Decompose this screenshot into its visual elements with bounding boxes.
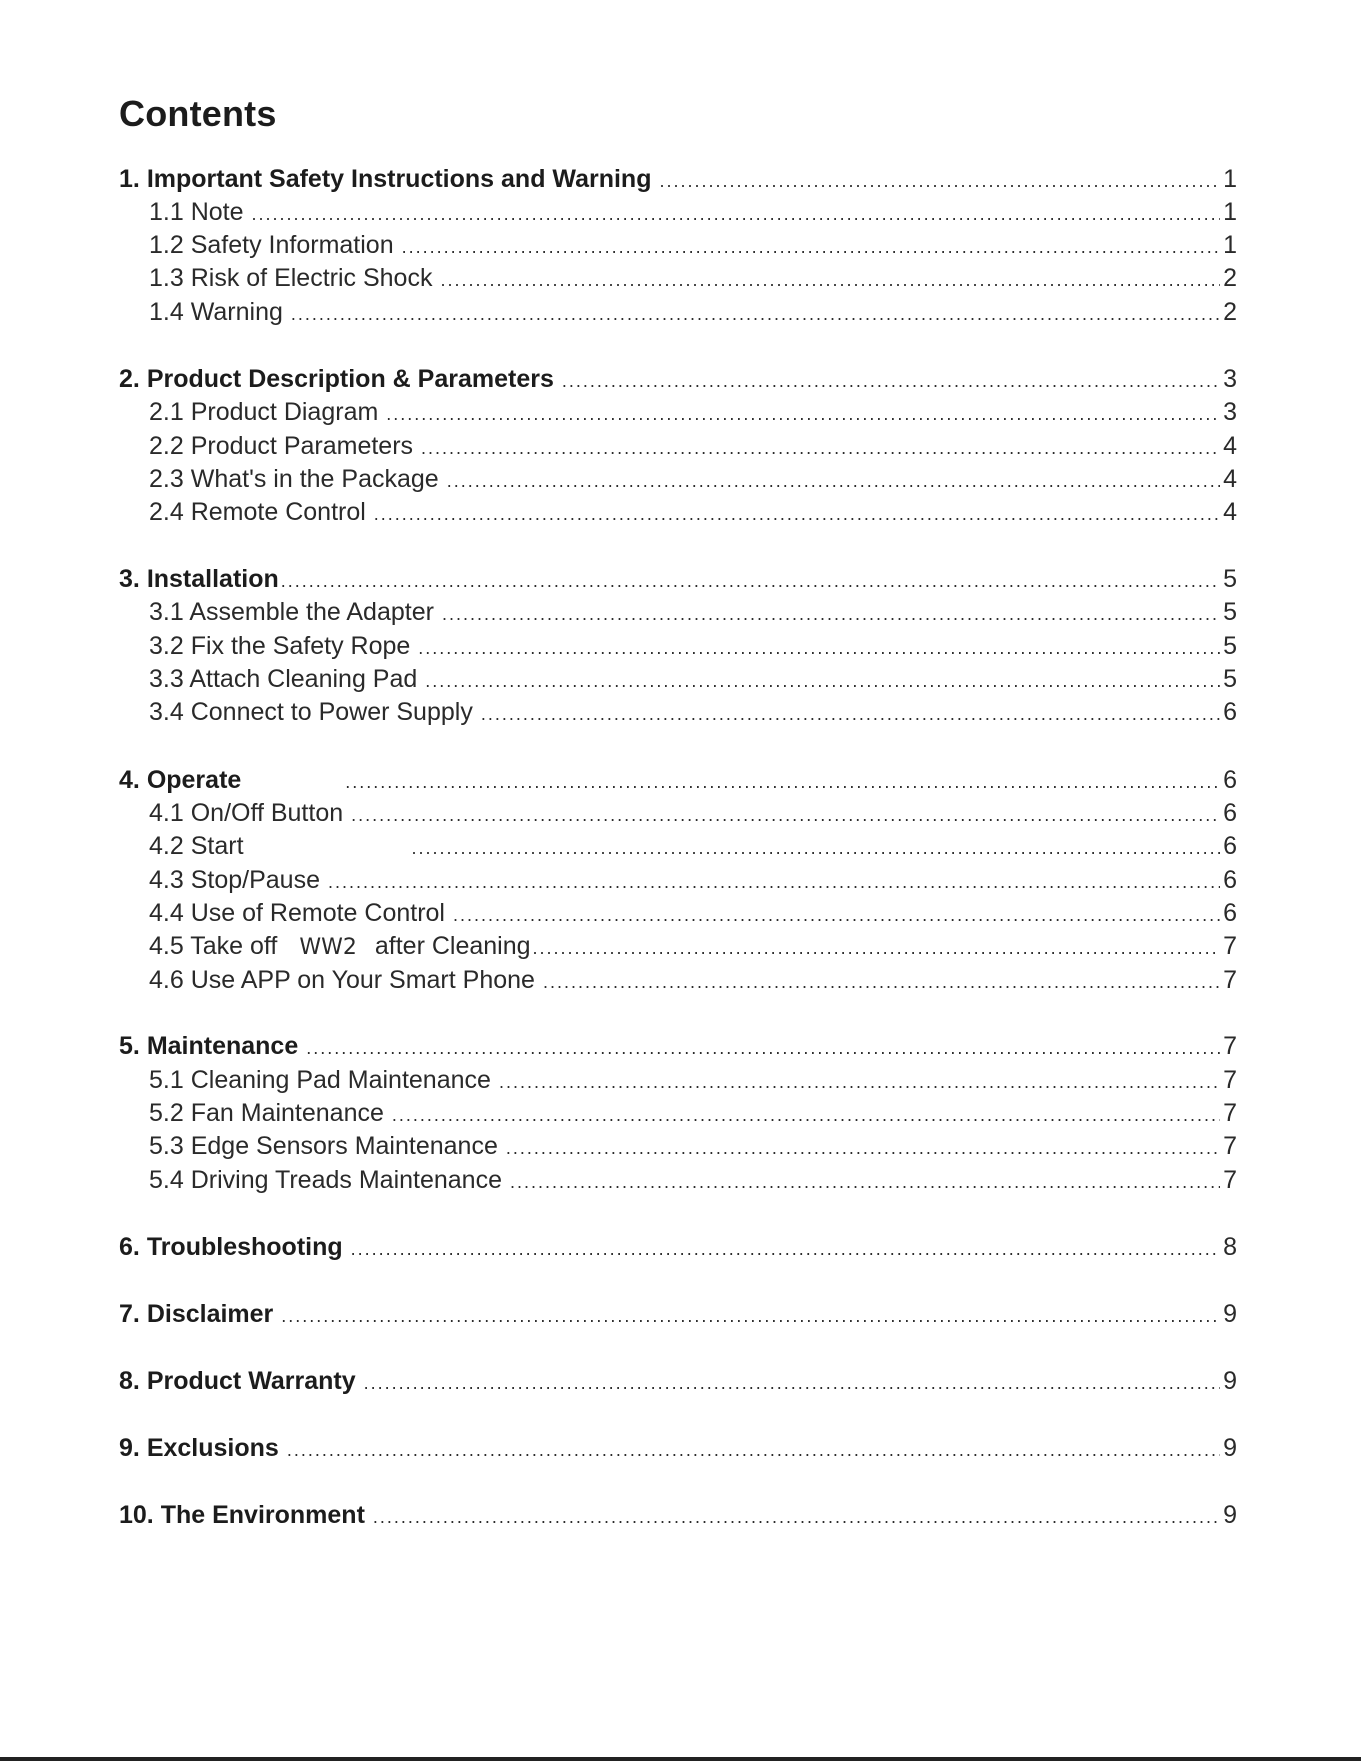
dot-leader [328,872,1220,893]
toc-page-number: 4 [1223,432,1237,460]
dot-leader [351,805,1220,826]
toc-page-number: 7 [1223,932,1237,960]
toc-entry[interactable] [119,264,1237,298]
dot-leader [306,1038,1220,1059]
dot-leader [440,270,1220,291]
model-code: WW2 [299,935,357,960]
toc-entry-label: 10. The Environment [119,1501,365,1529]
toc-page-number: 1 [1223,198,1237,226]
toc-page-number: 6 [1223,866,1237,894]
toc-entry[interactable] [119,398,1237,432]
toc-page-number: 9 [1223,1300,1237,1328]
toc-entry-label: 4.6 Use APP on Your Smart Phone [149,966,535,994]
toc-page-number: 7 [1223,1099,1237,1127]
toc-entry[interactable] [119,365,1237,399]
toc-entry[interactable] [119,1099,1237,1133]
dot-leader [281,571,1220,592]
page-edge-divider [0,1757,1361,1761]
toc-entry[interactable] [119,1367,1237,1401]
dot-leader [281,1306,1220,1327]
toc-entry-label: 9. Exclusions [119,1434,279,1462]
toc-page-number: 7 [1223,966,1237,994]
toc-entry-label: 2.2 Product Parameters [149,432,414,460]
dot-leader [533,938,1221,959]
toc-entry-label: 7. Disclaimer [119,1300,274,1328]
toc-entry-label: 6. Troubleshooting [119,1233,343,1261]
toc-page-number: 3 [1223,365,1237,393]
toc-entry[interactable] [119,298,1237,332]
toc-entry[interactable] [119,1166,1237,1200]
toc-page-number: 6 [1223,799,1237,827]
dot-leader [364,1373,1220,1394]
dot-leader [412,838,1221,859]
toc-page-number: 2 [1223,264,1237,292]
toc-entry-label: 5.3 Edge Sensors Maintenance [149,1132,498,1160]
toc-page-number: 2 [1223,298,1237,326]
toc-page-number: 5 [1223,565,1237,593]
toc-entry-label: 4.3 Stop/Pause [149,866,320,894]
toc-entry[interactable] [119,1233,1237,1267]
toc-page-number: 9 [1223,1501,1237,1529]
toc-page-number: 5 [1223,665,1237,693]
toc-page-number: 1 [1223,231,1237,259]
dot-leader [421,438,1220,459]
dot-leader [481,704,1220,725]
toc-entry[interactable] [119,866,1237,900]
toc-entry[interactable] [119,632,1237,666]
toc-page-number: 5 [1223,632,1237,660]
dot-leader [562,371,1220,392]
dot-leader [374,504,1220,525]
dot-leader [442,604,1220,625]
toc-entry-label: 5.4 Driving Treads Maintenance [149,1166,502,1194]
dot-leader [252,204,1221,225]
dot-leader [543,972,1220,993]
toc-page-number: 7 [1223,1032,1237,1060]
toc-page-number: 7 [1223,1132,1237,1160]
toc-page-number: 9 [1223,1434,1237,1462]
toc-entry[interactable] [119,665,1237,699]
toc-page-number: 4 [1223,498,1237,526]
toc-entry[interactable] [119,832,1237,866]
toc-entry[interactable] [119,1434,1237,1468]
toc-entry[interactable] [119,565,1237,599]
toc-page-number: 7 [1223,1166,1237,1194]
toc-entry[interactable] [119,198,1237,232]
toc-entry-label: 3.1 Assemble the Adapter [149,598,434,626]
toc-page-number: 9 [1223,1367,1237,1395]
toc-entry-label: 2.3 What's in the Package [149,465,439,493]
toc-entry-label: 4. Operate [119,766,242,794]
dot-leader [453,905,1220,926]
toc-entry-label: 1.3 Risk of Electric Shock [149,264,433,292]
toc-page-number: 8 [1223,1233,1237,1261]
toc-entry-label: 5. Maintenance [119,1032,299,1060]
toc-entry-label: 1. Important Safety Instructions and Warning [119,165,652,193]
toc-entry[interactable] [119,432,1237,466]
toc-entry-label: 3.2 Fix the Safety Rope [149,632,411,660]
dot-leader [659,171,1220,192]
toc-entry-label: 5.2 Fan Maintenance [149,1099,384,1127]
toc-page-number: 6 [1223,832,1237,860]
toc-page-number: 5 [1223,598,1237,626]
toc-entry-label: 3.3 Attach Cleaning Pad [149,665,418,693]
dot-leader [392,1105,1220,1126]
dot-leader [499,1072,1220,1093]
toc-entry[interactable] [119,932,1237,966]
toc-entry[interactable] [119,966,1237,1000]
dot-leader [386,404,1220,425]
page-title: Contents [119,93,277,134]
dot-leader [506,1138,1220,1159]
toc-entry[interactable] [119,1032,1237,1066]
toc-page-number: 7 [1223,1066,1237,1094]
toc-entry[interactable] [119,498,1237,532]
toc-entry-label: 2.1 Product Diagram [149,398,379,426]
toc-entry[interactable] [119,1300,1237,1334]
dot-leader [447,471,1220,492]
toc-page-number: 1 [1223,165,1237,193]
toc-entry-label: 4.1 On/Off Button [149,799,344,827]
toc-entry[interactable] [119,1501,1237,1535]
dot-leader [351,1239,1220,1260]
toc-entry-label: 3. Installation [119,565,279,593]
dot-leader [373,1507,1220,1528]
toc-entry[interactable] [119,1132,1237,1166]
toc-entry[interactable] [119,698,1237,732]
toc-page-number: 4 [1223,465,1237,493]
dot-leader [287,1440,1220,1461]
toc-entry-label: 1.4 Warning [149,298,283,326]
toc-entry[interactable] [119,899,1237,933]
toc-entry-label: 1.2 Safety Information [149,231,394,259]
dot-leader [291,304,1220,325]
toc-entry[interactable] [119,799,1237,833]
toc-entry-label: 5.1 Cleaning Pad Maintenance [149,1066,491,1094]
dot-leader [402,237,1220,258]
toc-entry-label: 4.4 Use of Remote Control [149,899,445,927]
toc-page-number: 3 [1223,398,1237,426]
toc-entry[interactable] [119,165,1237,199]
dot-leader [510,1172,1220,1193]
dot-leader [425,671,1220,692]
toc-entry[interactable] [119,231,1237,265]
toc-entry-label: 4.5 Take off WW2 after Cleaning [149,932,531,960]
dot-leader [418,638,1220,659]
toc-page-number: 6 [1223,698,1237,726]
toc-entry-label: 4.2 Start [149,832,244,860]
toc-page-number: 6 [1223,766,1237,794]
toc-entry-label: 1.1 Note [149,198,244,226]
toc-entry[interactable] [119,465,1237,499]
toc-entry-label: 8. Product Warranty [119,1367,356,1395]
toc-entry-label: 3.4 Connect to Power Supply [149,698,473,726]
dot-leader [345,772,1220,793]
toc-entry-label: 2. Product Description & Parameters [119,365,554,393]
toc-entry[interactable] [119,766,1237,800]
toc-entry-label: 2.4 Remote Control [149,498,366,526]
toc-entry[interactable] [119,598,1237,632]
toc-page-number: 6 [1223,899,1237,927]
toc-entry[interactable] [119,1066,1237,1100]
